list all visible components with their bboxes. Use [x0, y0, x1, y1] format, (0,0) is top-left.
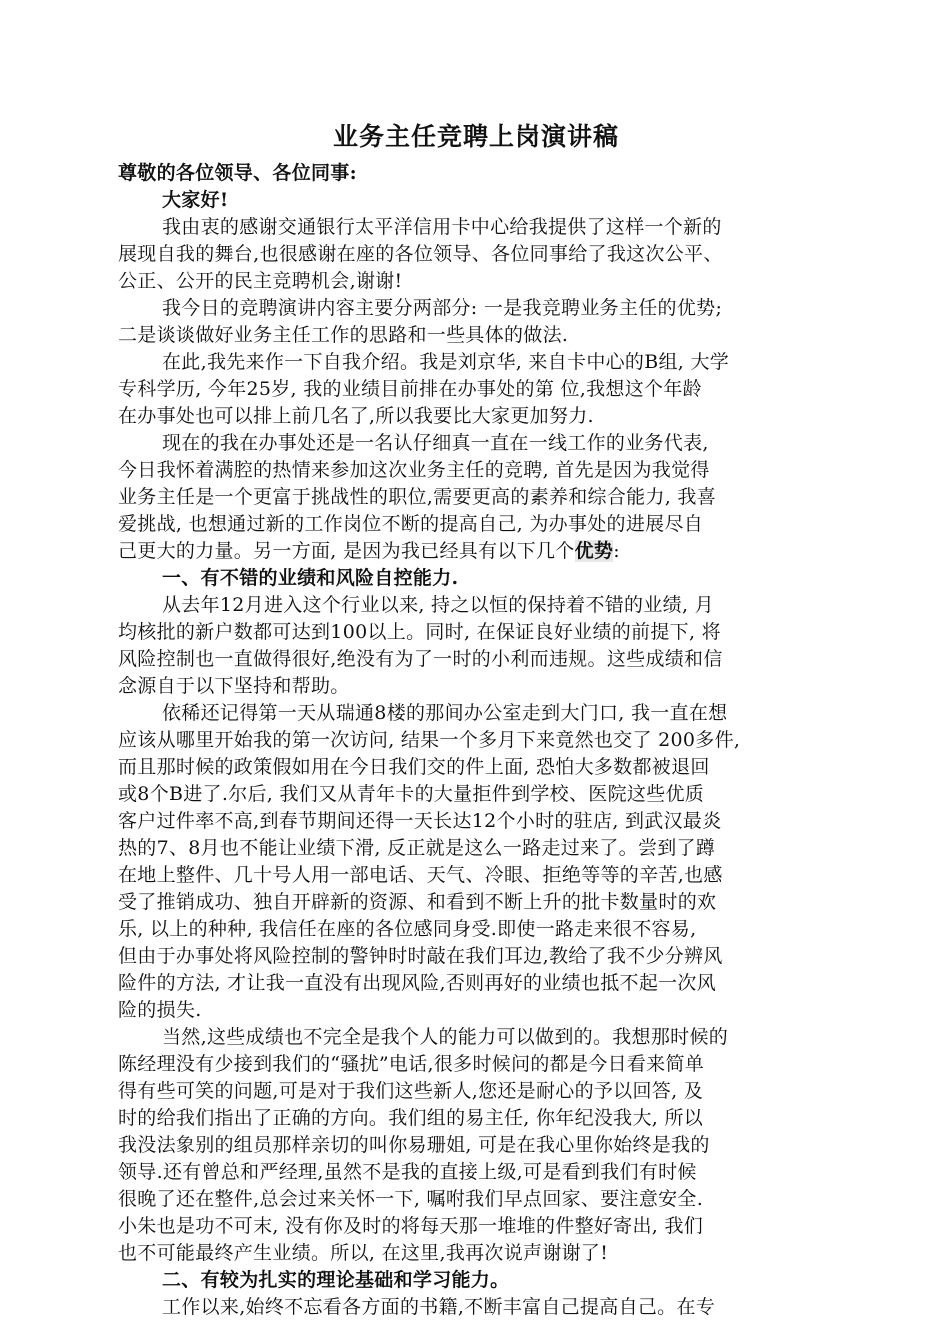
greeting: 大家好!	[162, 189, 229, 211]
paragraph-line: 在地上整件、几十号人用一部电话、天气、冷眼、拒绝等等的辛苦,也感	[118, 864, 723, 886]
paragraph-line: 受了推销成功、独自开辟新的资源、和看到不断上升的批卡数量时的欢	[118, 891, 717, 913]
paragraph-line: 而且那时候的政策假如用在今日我们交的件上面, 恐怕大多数都被退回	[118, 756, 710, 778]
paragraph-line: 小朱也是功不可末, 没有你及时的将每天那一堆堆的件整好寄出, 我们	[118, 1215, 704, 1237]
paragraph-line: 也不可能最终产生业绩。所以, 在这里,我再次说声谢谢了!	[118, 1242, 609, 1264]
paragraph-line: 我没法象别的组员那样亲切的叫你易珊姐, 可是在我心里你始终是我的	[118, 1134, 710, 1156]
paragraph-line: 工作以来,始终不忘看各方面的书籍,不断丰富自己提高自己。在专	[162, 1296, 716, 1318]
paragraph-line-with-highlight	[118, 538, 834, 565]
paragraph-line: 乐, 以上的种种, 我信任在座的各位感同身受.即使一路走来很不容易,	[118, 918, 697, 940]
paragraph-line: 二是谈谈做好业务主任工作的思路和一些具体的做法.	[118, 324, 569, 346]
paragraph-line: 专科学历, 今年25岁, 我的业绩目前排在办事处的第 位,我想这个年龄	[118, 378, 702, 400]
paragraph-line: 公正、公开的民主竞聘机会,谢谢!	[118, 270, 403, 292]
paragraph-line: 当然,这些成绩也不完全是我个人的能力可以做到的。我想那时候的	[162, 1026, 729, 1048]
paragraph-line: 应该从哪里开始我的第一次访问, 结果一个多月下来竟然也交了 200多件,	[118, 729, 741, 751]
section-heading-1: 一、有不错的业绩和风险自控能力.	[162, 567, 459, 589]
paragraph-line: 在此,我先来作一下自我介绍。我是刘京华, 来自卡中心的B组, 大学	[162, 351, 730, 373]
paragraph-line: 风险控制也一直做得很好,绝没有为了一时的小利而违规。这些成绩和信	[118, 648, 723, 670]
paragraph-line: 均核批的新户数都可达到100以上。同时, 在保证良好业绩的前提下, 将	[118, 621, 721, 643]
paragraph-line: 念源自于以下坚持和帮助。	[118, 675, 350, 697]
paragraph-line: 得有些可笑的问题,可是对于我们这些新人,您还是耐心的予以回答, 及	[118, 1080, 704, 1102]
document-title: 业务主任竞聘上岗演讲稿	[332, 122, 619, 151]
paragraph-line: 在办事处也可以排上前几名了,所以我要比大家更加努力.	[118, 405, 594, 427]
paragraph-line: 热的7、8月也不能让业绩下滑, 反正就是这么一路走过来了。尝到了蹲	[118, 837, 716, 859]
paragraph-line: 我由衷的感谢交通银行太平洋信用卡中心给我提供了这样一个新的	[162, 216, 722, 238]
section-heading-2: 二、有较为扎实的理论基础和学习能力。	[162, 1269, 510, 1291]
paragraph-line: 从去年12月进入这个行业以来, 持之以恒的保持着不错的业绩, 月	[162, 594, 714, 616]
paragraph-line: 时的给我们指出了正确的方向。我们组的易主任, 你年纪没我大, 所以	[118, 1107, 704, 1129]
paragraph-line: 今日我怀着满腔的热情来参加这次业务主任的竞聘, 首先是因为我觉得	[118, 459, 710, 481]
highlighted-word: 优势	[574, 540, 614, 562]
paragraph-line: 现在的我在办事处还是一名认仔细真一直在一线工作的业务代表,	[162, 432, 709, 454]
paragraph-text: 己更大的力量。另一方面, 是因为我已经具有以下几个	[118, 540, 575, 562]
paragraph-line: 业务主任是一个更富于挑战性的职位,需要更高的素养和综合能力, 我喜	[118, 486, 717, 508]
paragraph-line: 展现自我的舞台,也很感谢在座的各位领导、各位同事给了我这次公平、	[118, 243, 723, 265]
paragraph-line: 或8个B进了.尔后, 我们又从青年卡的大量拒件到学校、医院这些优质	[118, 783, 705, 805]
paragraph-line: 爱挑战, 也想通过新的工作岗位不断的提高自己, 为办事处的进展尽自	[118, 513, 704, 535]
paragraph-line: 陈经理没有少接到我们的“骚扰”电话,很多时候问的都是今日看来简单	[118, 1053, 705, 1075]
paragraph-line: 依稀还记得第一天从瑞通8楼的那间办公室走到大门口, 我一直在想	[162, 702, 728, 724]
paragraph-line: 我今日的竞聘演讲内容主要分两部分: 一是我竞聘业务主任的优势;	[162, 297, 723, 319]
salutation: 尊敬的各位领导、各位同事:	[118, 162, 357, 184]
paragraph-line: 领导.还有曾总和严经理,虽然不是我的直接上级,可是看到我们有时候	[118, 1161, 697, 1183]
paragraph-line: 很晚了还在整件,总会过来关怀一下, 嘱咐我们早点回家、要注意安全.	[118, 1188, 704, 1210]
paragraph-line: 客户过件率不高,到春节期间还得一天长达12个小时的驻店, 到武汉最炎	[118, 810, 722, 832]
document-page	[118, 118, 834, 1321]
paragraph-line: 险的损失.	[118, 999, 202, 1021]
paragraph-tail: :	[613, 540, 620, 562]
paragraph-line: 险件的方法, 才让我一直没有出现风险,否则再好的业绩也抵不起一次风	[118, 972, 717, 994]
paragraph-line: 但由于办事处将风险控制的警钟时时敲在我们耳边,教给了我不少分辨风	[118, 945, 723, 967]
